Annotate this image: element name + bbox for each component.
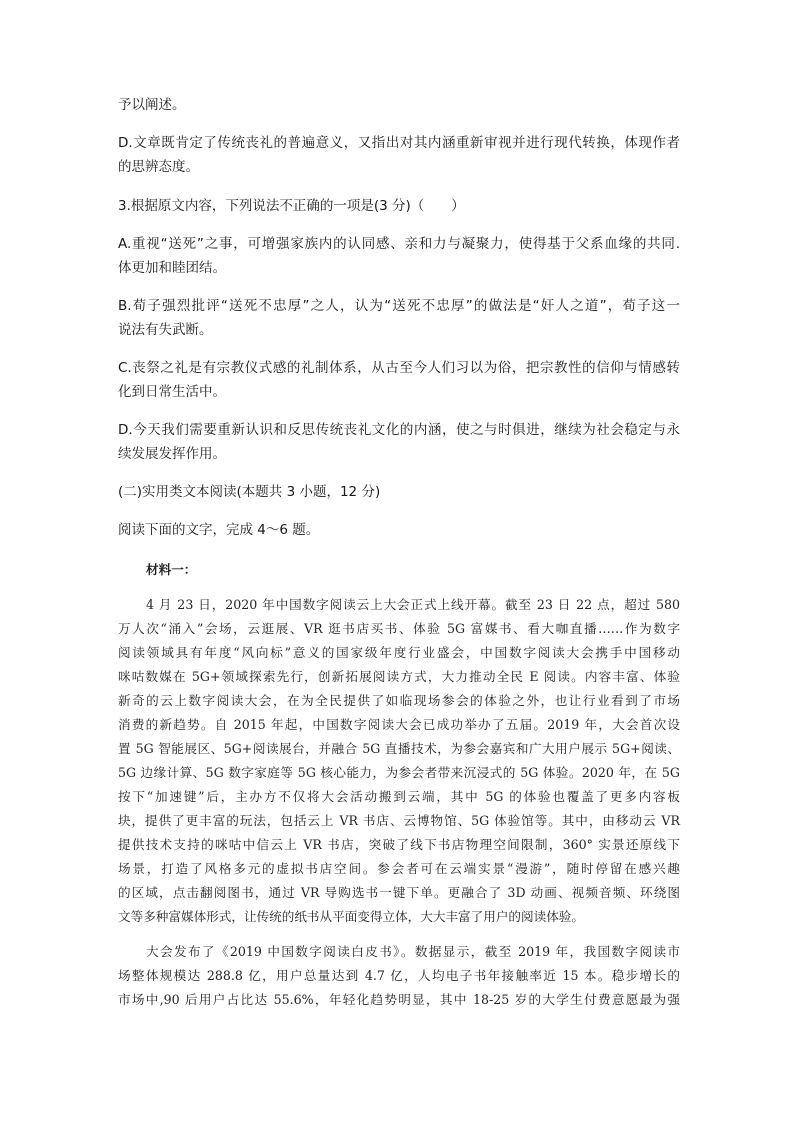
material-line: 阅读领域具有年度“风向标”意义的国家级年度行业盛会，中国数字阅读大会携手中国移动: [118, 645, 680, 660]
material-line: 消费的新趋势。自 2015 年起，中国数字阅读大会已成功举办了五届。2019 年，大会首次设: [118, 717, 680, 732]
material-line: 5G 边缘计算、5G 数字家庭等 5G 核心能力，为参会者带来沉浸式的 5G 体验。2020 年，在 5G: [118, 765, 680, 780]
option-c-line-2: 化到日常生活中。: [118, 384, 226, 400]
material-line: 咪咕数媒在 5G+领域探索先行，创新拓展阅读方式，大力推动全民 E 阅读。内容丰富、体验: [118, 669, 680, 684]
option-b-line-1: B.荀子强烈批评“送死不忠厚”之人，认为“送死不忠厚”的做法是“奸人之道”，荀子这一: [118, 298, 680, 314]
material-line: 提供技术支持的咪咕中信云上 VR 书店，突破了线下书店物理空间限制，360° 实景还原线下: [118, 837, 680, 852]
option-d-line-2: 的思辨态度。: [118, 159, 199, 175]
material-line: 的区域，点击翻阅图书，通过 VR 导购选书一键下单。更融合了 3D 动画、视频音频、环绕图: [118, 885, 680, 900]
reading-instruction: 阅读下面的文字，完成 4～6 题。: [118, 522, 320, 538]
material-line: 场景，打造了风格多元的虚拟书店空间。参会者可在云端实景“漫游”，随时停留在感兴趣: [118, 861, 680, 876]
text-line: 予以阐述。: [118, 97, 186, 113]
option-a-line-1: A.重视“送死”之事，可增强家族内的认同感、亲和力与凝聚力，使得基于父系血缘的共同.: [118, 236, 680, 252]
material-line: 大会发布了《2019 中国数字阅读白皮书》。数据显示，截至 2019 年，我国数字阅读市: [146, 944, 680, 959]
option-d2-line-2: 续发展发挥作用。: [118, 446, 226, 462]
material-line: 4 月 23 日，2020 年中国数字阅读云上大会正式上线开幕。截至 23 日 22 点，超过 580: [146, 597, 680, 612]
option-d2-line-1: D.今天我们需要重新认识和反思传统丧礼文化的内涵，使之与时俱进，继续为社会稳定与永: [118, 422, 680, 438]
option-c-line-1: C.丧祭之礼是有宗教仪式感的礼制体系，从古至今人们习以为俗，把宗教性的信仰与情感转: [118, 360, 680, 376]
material-line: 市场中,90 后用户占比达 55.6%，年轻化趋势明显，其中 18-25 岁的大学生付费意愿最为强: [118, 992, 680, 1007]
option-b-line-2: 说法有失武断。: [118, 322, 213, 338]
material-title: 材料一：: [146, 562, 197, 577]
section-heading: (二)实用类文本阅读(本题共 3 小题，12 分): [118, 484, 381, 500]
material-line: 新奇的云上数字阅读大会，在为全民提供了如临现场参会的体验之外，也让行业看到了市场: [118, 693, 680, 708]
material-line: 场整体规模达 288.8 亿，用户总量达到 4.7 亿，人均电子书年接触率近 15 本。稳步增长的: [118, 968, 680, 983]
option-a-line-2: 体更加和睦团结。: [118, 260, 226, 276]
material-line: 置 5G 智能展区、5G+阅读展台，并融合 5G 直播技术，为参会嘉宾和广大用户展示 5G+阅读、: [118, 741, 680, 756]
material-line: 按下“加速键”后，主办方不仅将大会活动搬到云端，其中 5G 的体验也覆盖了更多内容板: [118, 789, 680, 804]
question-3: 3.根据原文内容，下列说法不正确的一项是(3 分)（ ）: [118, 198, 465, 214]
material-line: 块，提供了更丰富的玩法，包括云上 VR 书店、云博物馆、5G 体验馆等。其中，由移动云 VR: [118, 813, 680, 828]
option-d-line-1: D.文章既肯定了传统丧礼的普遍意义，又指出对其内涵重新审视并进行现代转换，体现作者: [118, 135, 680, 151]
material-line: 万人次“涌入”会场，云逛展、VR 逛书店买书、体验 5G 富媒书、看大咖直播……作为数字: [118, 621, 680, 636]
material-line: 文等多种富媒体形式，让传统的纸书从平面变得立体，大大丰富了用户的阅读体验。: [118, 909, 584, 924]
